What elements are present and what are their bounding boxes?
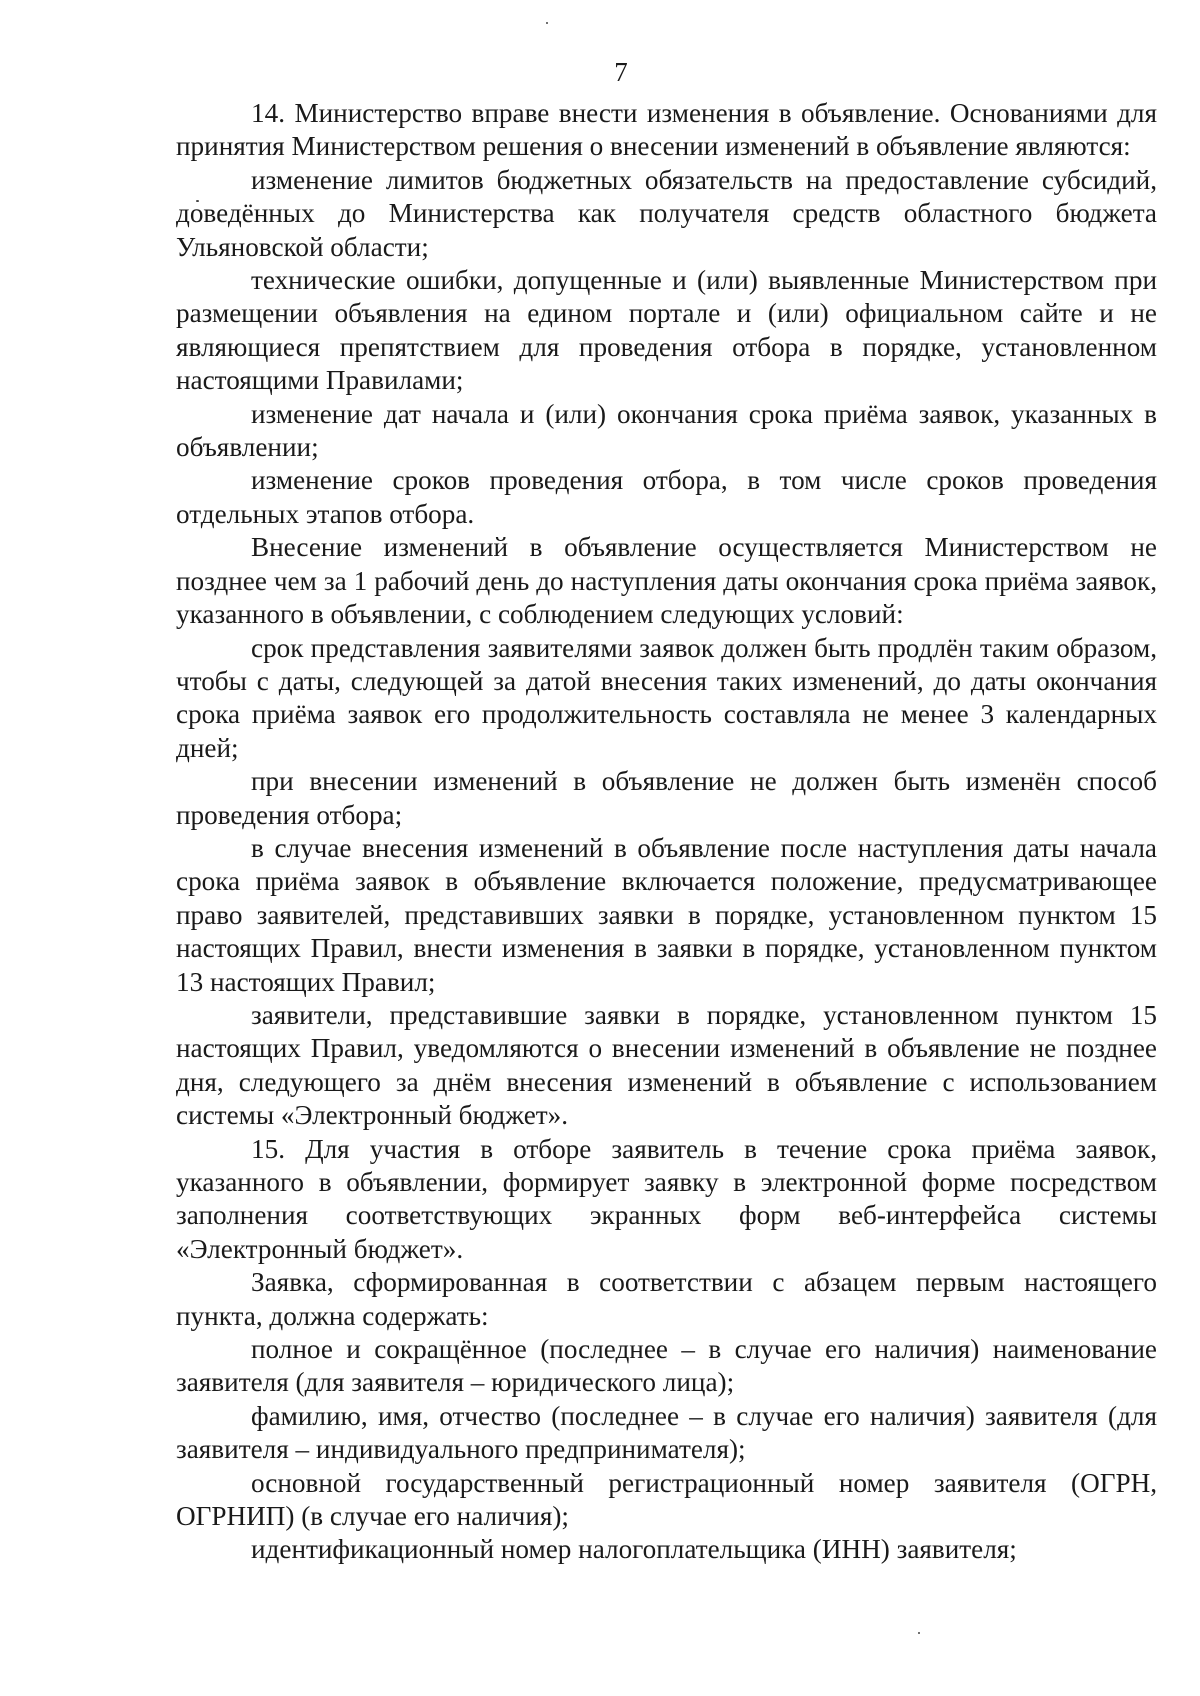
paragraph-changes-procedure: Внесение изменений в объявление осуществляется Министерством не позднее чем за 1 рабочий день до наступления даты окончания срока приёма заявок, указанного в объявлении, с соблюдением следующих условий: [176, 532, 1157, 630]
scan-speck-bottom [918, 1632, 920, 1634]
paragraph-inn: идентификационный номер налогоплательщика (ИНН) заявителя; [251, 1534, 1017, 1565]
paragraph-applicant-rights: в случае внесения изменений в объявление после наступления даты начала срока приёма заявок в объявление включается положение, предусматривающее право заявителей, представивших заявки в порядке, установленном пунктом 15 настоящих Правил, внести изменения в заявки в порядке, установленном пунктом 13 настоящих Правил; [176, 832, 1157, 997]
paragraph-application-contents: Заявка, сформированная в соответствии с абзацем первым настоящего пункта, должна содержать: [176, 1267, 1157, 1331]
paragraph-dates-change: изменение дат начала и (или) окончания срока приёма заявок, указанных в объявлении; [176, 398, 1157, 463]
scan-speck-top [546, 22, 548, 24]
paragraph-deadline-extension: срок представления заявителями заявок должен быть продлён таким образом, чтобы с даты, следующей за датой внесения таких изменений, до даты окончания срока приёма заявок его продолжительность составляла не менее 3 календарных дней; [176, 632, 1157, 763]
paragraph-terms-change: изменение сроков проведения отбора, в том числе сроков проведения отдельных этапов отбора. [176, 465, 1157, 529]
paragraph-technical-errors: технические ошибки, допущенные и (или) выявленные Министерством при размещении объявления на едином портале и (или) официальном сайте и не являющиеся препятствием для проведения отбора в порядке, установленном настоящими Правилами; [176, 265, 1157, 396]
paragraph-ogrn: основной государственный регистрационный номер заявителя (ОГРН, ОГРНИП) (в случае его наличия); [176, 1467, 1157, 1532]
paragraph-method-unchanged: при внесении изменений в объявление не должен быть изменён способ проведения отбора; [176, 766, 1157, 830]
paragraph-15-intro: 15. Для участия в отборе заявитель в течение срока приёма заявок, указанного в объявлении, формирует заявку в электронной форме посредством заполнения соответствующих экранных форм веб-интерфейса системы «Электронный бюджет». [176, 1133, 1157, 1264]
paragraph-budget-limits: изменение лимитов бюджетных обязательств на предоставление субсидий, доведённых до Министерства как получателя средств областного бюджета Ульяновской области; [176, 164, 1157, 262]
paragraph-14-intro: 14. Министерство вправе внести изменения в объявление. Основаниями для принятия Министерством решения о внесении изменений в объявление являются: [176, 98, 1157, 162]
document-body [176, 97, 1157, 1567]
paragraph-full-name: полное и сокращённое (последнее – в случае его наличия) наименование заявителя (для заявителя – юридического лица); [176, 1334, 1157, 1398]
paragraph-personal-name: фамилию, имя, отчество (последнее – в случае его наличия) заявителя (для заявителя – индивидуального предпринимателя); [176, 1400, 1157, 1465]
paragraph-applicant-notification: заявители, представившие заявки в порядке, установленном пунктом 15 настоящих Правил, уведомляются о внесении изменений в объявление не позднее дня, следующего за днём внесения изменений в объявление с использованием системы «Электронный бюджет». [176, 999, 1157, 1131]
page-number: 7 [614, 57, 628, 87]
